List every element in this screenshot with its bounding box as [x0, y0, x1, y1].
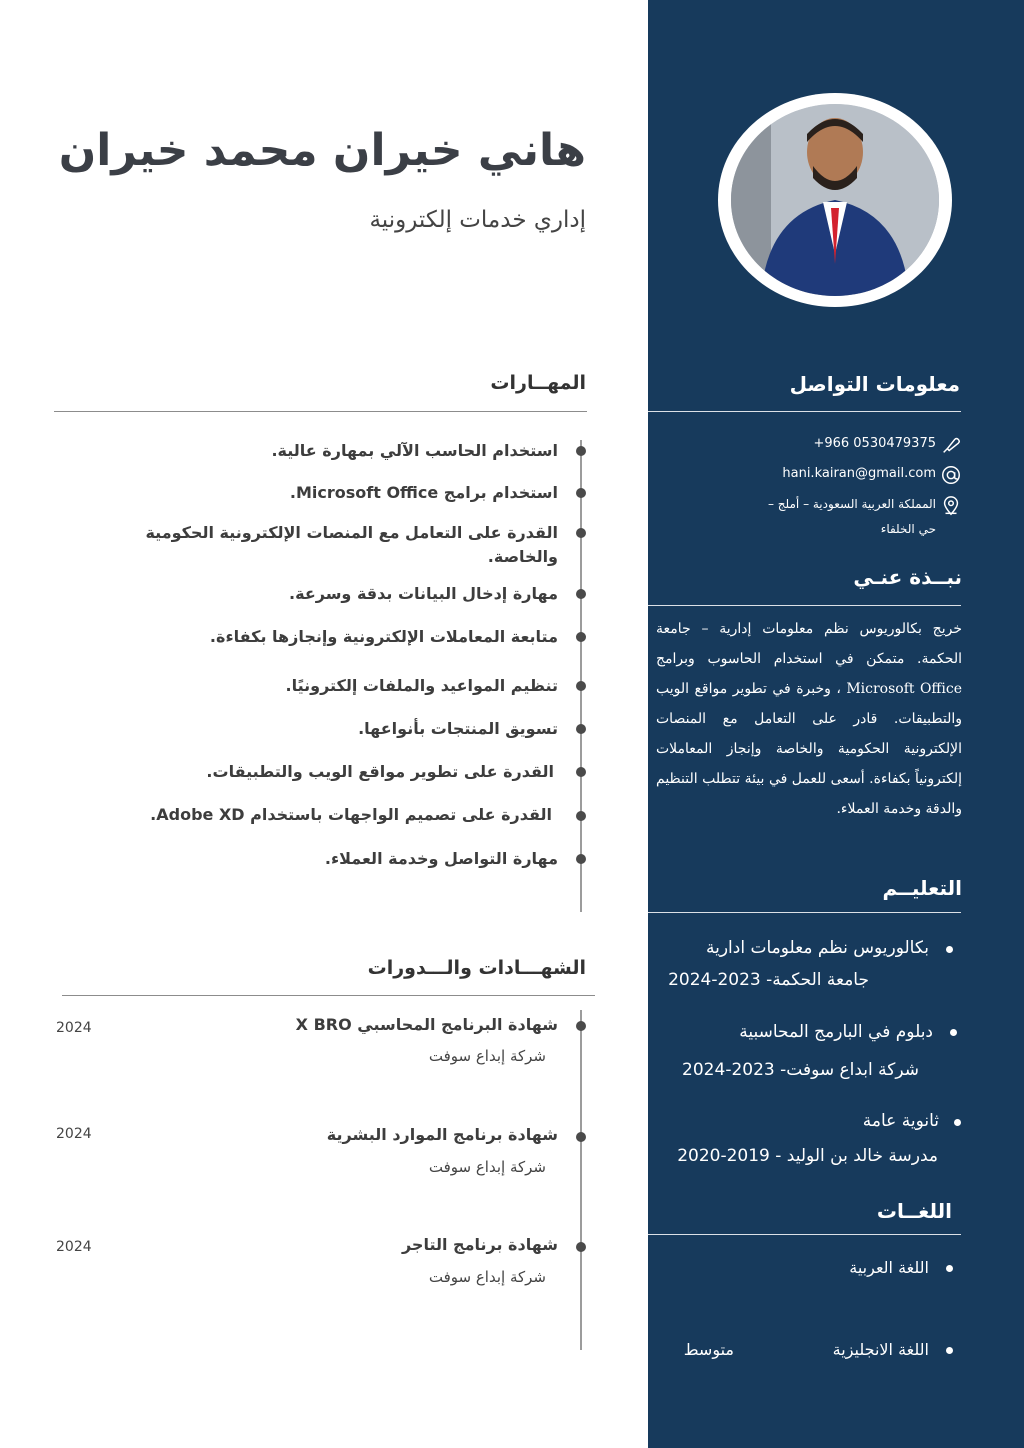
bullet: [950, 1029, 957, 1036]
education-degree-1: بكالوريوس نظم معلومات ادارية: [705, 938, 929, 958]
timeline-dot: [576, 1021, 586, 1031]
skills-timeline: [580, 440, 582, 912]
divider: [648, 1234, 961, 1235]
timeline-dot: [576, 767, 586, 777]
address-line-2: حي الخلفاء: [880, 522, 936, 536]
email-text[interactable]: hani.kairan@gmail.com: [782, 466, 936, 481]
skill-item: مهارة إدخال البيانات بدقة وسرعة.: [289, 584, 558, 603]
certificate-title: شهادة برنامج الموارد البشرية: [326, 1125, 558, 1144]
skill-item: تنظيم المواعيد والملفات إلكترونيًا.: [285, 676, 558, 695]
person-name: هاني خيران محمد خيران: [58, 125, 586, 176]
timeline-dot: [576, 681, 586, 691]
skill-item: مهارة التواصل وخدمة العملاء.: [324, 849, 558, 868]
divider: [648, 411, 961, 412]
person-portrait-icon: [731, 104, 939, 296]
location-icon: [940, 495, 962, 517]
certificates-timeline: [580, 1010, 582, 1350]
certificate-title: شهادة البرنامج المحاسبي X BRO: [295, 1015, 558, 1034]
contact-heading: معلومات التواصل: [789, 372, 960, 396]
bullet: [946, 946, 953, 953]
skill-item: تسويق المنتجات بأنواعها.: [358, 719, 558, 738]
timeline-dot: [576, 1242, 586, 1252]
certificate-year: 2024: [56, 1239, 92, 1255]
education-detail-1: جامعة الحكمة- 2023-2024: [668, 970, 869, 990]
address-line-1: المملكة العربية السعودية – أملج –: [767, 497, 936, 511]
certificate-org: شركة إبداع سوفت: [428, 1047, 546, 1065]
skill-item: القدرة على تطوير مواقع الويب والتطبيقات.: [206, 762, 554, 781]
bullet: [946, 1347, 953, 1354]
certificate-title: شهادة برنامج التاجر: [401, 1235, 558, 1254]
languages-heading: اللغــات: [876, 1199, 952, 1223]
profile-photo: [731, 104, 939, 296]
timeline-dot: [576, 811, 586, 821]
divider: [62, 995, 595, 996]
certificate-year: 2024: [56, 1126, 92, 1142]
education-detail-3: مدرسة خالد بن الوليد - 2019-2020: [677, 1146, 938, 1166]
certificate-org: شركة إبداع سوفت: [428, 1158, 546, 1176]
about-text: خريج بكالوريوس نظم معلومات إدارية – جامعة الحكمة. متمكن في استخدام الحاسوب وبرامج Microsoft Office ، وخبرة في تطوير مواقع الويب والتطبيقات. قادر على التعامل مع المنصات الإلكترونية الحكومية والخاصة وإنجاز المعاملات إلكترونياً بكفاءة. أسعى للعمل في بيئة تتطلب التنظيم والدقة وخدمة العملاء.: [656, 621, 962, 817]
bullet: [954, 1119, 961, 1126]
language-name-2: اللغة الانجليزية: [832, 1340, 929, 1359]
skill-item: استخدام الحاسب الآلي بمهارة عالية.: [271, 441, 558, 460]
certificate-org: شركة إبداع سوفت: [428, 1268, 546, 1286]
timeline-dot: [576, 446, 586, 456]
skill-item: استخدام برامج Microsoft Office.: [289, 483, 558, 502]
timeline-dot: [576, 528, 586, 538]
divider: [54, 411, 587, 412]
bullet: [946, 1265, 953, 1272]
timeline-dot: [576, 724, 586, 734]
about-heading: نبــذة عنـي: [853, 565, 962, 589]
skill-item: متابعة المعاملات الإلكترونية وإنجازها بكفاءة.: [209, 627, 558, 646]
skills-heading: المهــارات: [490, 372, 586, 394]
education-detail-2: شركة ابداع سوفت- 2023-2024: [682, 1060, 919, 1080]
skill-item: القدرة على تصميم الواجهات باستخدام Adobe XD.: [150, 805, 552, 824]
job-title: إداري خدمات إلكترونية: [369, 207, 586, 233]
certificate-year: 2024: [56, 1020, 92, 1036]
timeline-dot: [576, 488, 586, 498]
timeline-dot: [576, 854, 586, 864]
at-icon: [940, 464, 962, 486]
education-heading: التعليــم: [882, 876, 962, 900]
education-degree-3: ثانوية عامة: [862, 1111, 939, 1131]
skill-item: القدرة على التعامل مع المنصات الإلكترونية الحكومية والخاصة.: [145, 523, 558, 566]
phone-icon: [940, 434, 962, 456]
divider: [648, 605, 961, 606]
education-degree-2: دبلوم في البارمج المحاسبية: [739, 1022, 933, 1042]
timeline-dot: [576, 1132, 586, 1142]
certificates-heading: الشهـــادات والـــدورات: [367, 957, 586, 979]
phone-text[interactable]: +966 0530479375: [813, 436, 936, 451]
language-level-2: متوسط: [683, 1340, 734, 1359]
timeline-dot: [576, 632, 586, 642]
divider: [648, 912, 961, 913]
timeline-dot: [576, 589, 586, 599]
language-name-1: اللغة العربية: [849, 1258, 929, 1277]
